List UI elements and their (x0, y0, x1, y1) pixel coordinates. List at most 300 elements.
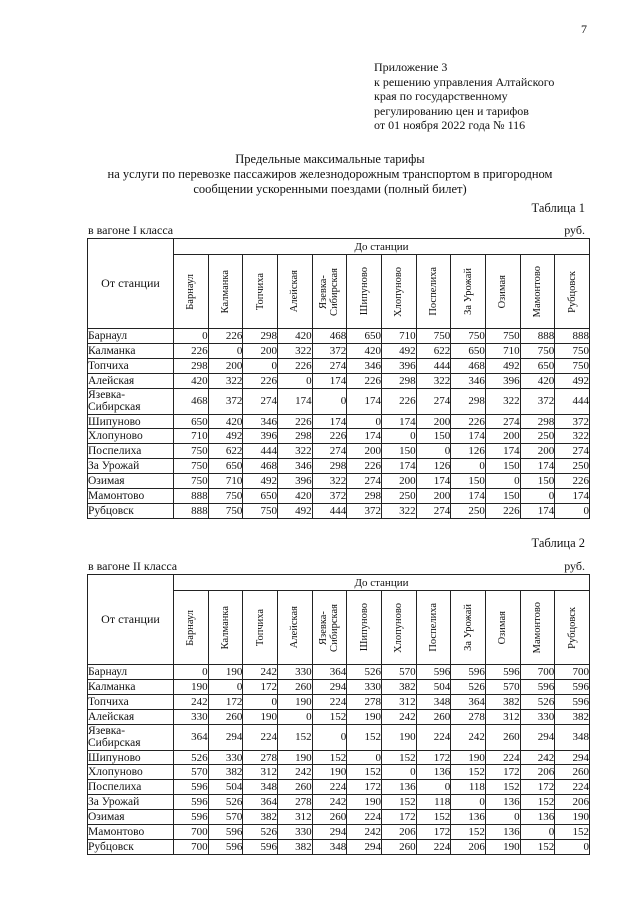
tariff-cell: 260 (312, 810, 347, 825)
row-station-label: Алейская (88, 709, 174, 724)
tariff-cell: 0 (312, 724, 347, 750)
page-number: 7 (581, 22, 587, 36)
tariff-cell: 322 (485, 388, 520, 414)
tariff-cell: 294 (555, 750, 590, 765)
annex-line: регулированию цен и тарифов (374, 103, 529, 118)
tariff-cell: 190 (555, 810, 590, 825)
station-column-label: Калманка (219, 269, 231, 314)
station-column-label: Барнаул (185, 273, 197, 310)
tariff-cell: 172 (381, 810, 416, 825)
tariff-cell: 152 (312, 750, 347, 765)
row-station-label: Калманка (88, 679, 174, 694)
tariff-cell: 250 (520, 429, 555, 444)
tariff-cell: 152 (416, 810, 451, 825)
from-station-header: От станции (88, 239, 174, 329)
tariff-cell: 190 (312, 765, 347, 780)
tariff-cell: 152 (555, 825, 590, 840)
tariff-cell: 468 (312, 329, 347, 344)
table-row (88, 780, 590, 795)
table-row (88, 839, 590, 854)
tariff-cell: 650 (347, 329, 382, 344)
station-column-header (520, 255, 555, 329)
tariff-cell: 152 (347, 724, 382, 750)
tariff-cell: 330 (208, 750, 243, 765)
tariff-cell: 260 (277, 780, 312, 795)
tariff-cell: 294 (347, 839, 382, 854)
tariff-cell: 382 (555, 709, 590, 724)
title-line: на услуги по перевозке пассажиров железнодорожным транспортом в пригородном (107, 167, 553, 181)
tariff-cell: 298 (243, 329, 278, 344)
row-station-label: За Урожай (88, 795, 174, 810)
tariff-cell: 0 (485, 810, 520, 825)
tariff-cell: 226 (555, 474, 590, 489)
tariff-cell: 224 (555, 780, 590, 795)
tariff-cell: 650 (451, 343, 486, 358)
station-column-header (416, 591, 451, 665)
station-column-header (381, 591, 416, 665)
tariff-cell: 226 (381, 388, 416, 414)
tariff-cell: 200 (416, 414, 451, 429)
station-column-label: Топчиха (254, 272, 266, 311)
tariff-cell: 0 (277, 373, 312, 388)
tariff-cell: 172 (347, 780, 382, 795)
table-row (88, 358, 590, 373)
header-row (88, 575, 590, 591)
tariff-cell: 468 (174, 388, 209, 414)
tariff-cell: 0 (381, 765, 416, 780)
tariff-cell: 260 (208, 709, 243, 724)
tariff-cell: 382 (208, 765, 243, 780)
tariff-cell: 250 (451, 503, 486, 518)
tariff-cell: 372 (347, 503, 382, 518)
station-column-label: Топчиха (254, 608, 266, 647)
tariff-cell: 172 (416, 825, 451, 840)
tariff-cell: 322 (381, 503, 416, 518)
tariff-cell: 190 (347, 795, 382, 810)
row-station-label: Озимая (88, 474, 174, 489)
station-column-header (485, 591, 520, 665)
tariff-cell: 260 (381, 839, 416, 854)
tariff-cell: 710 (174, 429, 209, 444)
table-row (88, 474, 590, 489)
tariff-cell: 322 (277, 444, 312, 459)
tariff-cell: 260 (485, 724, 520, 750)
table-row (88, 329, 590, 344)
station-column-label: Алейская (289, 606, 301, 649)
station-column-label: Рубцовск (566, 270, 578, 313)
row-station-label: Рубцовск (88, 503, 174, 518)
tariff-cell: 420 (520, 373, 555, 388)
tariff-cell: 526 (520, 694, 555, 709)
row-station-label: Поспелиха (88, 444, 174, 459)
tariff-cell: 596 (174, 780, 209, 795)
tariff-cell: 274 (416, 503, 451, 518)
tariff-cell: 278 (277, 795, 312, 810)
row-station-label: Барнаул (88, 665, 174, 680)
tariff-cell: 0 (451, 459, 486, 474)
tariff-cell: 260 (277, 679, 312, 694)
tariff-cell: 596 (451, 665, 486, 680)
tariff-cell: 0 (416, 444, 451, 459)
table-row (88, 750, 590, 765)
tariff-cell: 364 (243, 795, 278, 810)
tariff-cell: 312 (243, 765, 278, 780)
tariff-cell: 700 (174, 825, 209, 840)
tariff-cell: 330 (520, 709, 555, 724)
tariff-cell: 700 (520, 665, 555, 680)
tariff-cell: 174 (485, 444, 520, 459)
tariff-cell: 492 (555, 373, 590, 388)
tariff-cell: 710 (208, 474, 243, 489)
tariff-cell: 224 (347, 810, 382, 825)
tariff-cell: 888 (174, 489, 209, 504)
tariff-cell: 226 (243, 373, 278, 388)
tariff-cell: 190 (485, 839, 520, 854)
tariff-cell: 200 (243, 343, 278, 358)
table-row (88, 825, 590, 840)
tariff-cell: 152 (277, 724, 312, 750)
row-station-label: Барнаул (88, 329, 174, 344)
station-column-label: Хлопуново (393, 602, 405, 653)
tariff-cell: 226 (451, 414, 486, 429)
tariff-cell: 150 (381, 444, 416, 459)
tariff-cell: 750 (208, 489, 243, 504)
tariff-cell: 750 (174, 444, 209, 459)
tariff-cell: 250 (555, 459, 590, 474)
tariff-table-second-class (87, 574, 590, 855)
tariff-cell: 596 (208, 839, 243, 854)
tariff-cell: 596 (520, 679, 555, 694)
tariff-cell: 330 (277, 825, 312, 840)
tariff-cell: 396 (243, 429, 278, 444)
table-row (88, 444, 590, 459)
tariff-cell: 0 (243, 694, 278, 709)
tariff-cell: 298 (381, 373, 416, 388)
tariff-cell: 150 (520, 474, 555, 489)
class-label: в вагоне I класса (88, 223, 174, 237)
station-column-label: Язевка- Сибирская (318, 267, 341, 316)
tariff-cell: 348 (416, 694, 451, 709)
tariff-cell: 206 (520, 765, 555, 780)
station-column-header (520, 591, 555, 665)
tariff-cell: 750 (555, 343, 590, 358)
tariff-cell: 750 (174, 459, 209, 474)
tariff-cell: 372 (208, 388, 243, 414)
tariff-cell: 174 (520, 459, 555, 474)
tariff-cell: 294 (312, 679, 347, 694)
tariff-cell: 372 (520, 388, 555, 414)
tariff-cell: 750 (208, 503, 243, 518)
tariff-cell: 172 (243, 679, 278, 694)
tariff-cell: 174 (520, 503, 555, 518)
tariff-cell: 224 (312, 780, 347, 795)
tariff-cell: 0 (381, 429, 416, 444)
station-column-label: Рубцовск (566, 606, 578, 649)
tariff-cell: 152 (451, 765, 486, 780)
station-column-header (555, 591, 590, 665)
tariff-cell: 190 (174, 679, 209, 694)
tariff-cell: 346 (347, 358, 382, 373)
tariff-cell: 596 (243, 839, 278, 854)
tariff-cell: 136 (416, 765, 451, 780)
tariff-cell: 596 (174, 810, 209, 825)
table-row (88, 429, 590, 444)
tariff-cell: 152 (485, 780, 520, 795)
tariff-cell: 526 (243, 825, 278, 840)
table-row (88, 414, 590, 429)
tariff-cell: 190 (277, 750, 312, 765)
station-column-label: Озимая (497, 274, 509, 309)
tariff-cell: 0 (555, 839, 590, 854)
tariff-cell: 200 (416, 489, 451, 504)
tariff-cell: 172 (520, 780, 555, 795)
tariff-cell: 570 (174, 765, 209, 780)
tariff-cell: 174 (312, 414, 347, 429)
annex-line: от 01 ноября 2022 года № 116 (374, 118, 526, 133)
row-station-label: Поспелиха (88, 780, 174, 795)
table-row (88, 765, 590, 780)
tariff-cell: 136 (520, 810, 555, 825)
station-column-label: Поспелиха (427, 267, 439, 316)
tariff-cell: 322 (277, 343, 312, 358)
tariff-cell: 888 (555, 329, 590, 344)
tariff-cell: 420 (347, 343, 382, 358)
tariff-cell: 596 (555, 694, 590, 709)
station-column-header (451, 591, 486, 665)
tariff-cell: 150 (485, 489, 520, 504)
tariff-cell: 596 (416, 665, 451, 680)
to-station-header: До станции (174, 575, 590, 591)
tariff-cell: 224 (416, 839, 451, 854)
tariff-cell: 298 (347, 489, 382, 504)
tariff-cell: 596 (485, 665, 520, 680)
table-row (88, 489, 590, 504)
unit-label: руб. (564, 223, 585, 237)
title-line: Предельные максимальные тарифы (235, 152, 425, 166)
station-column-label: Поспелиха (427, 603, 439, 652)
tariff-cell: 190 (381, 724, 416, 750)
tariff-cell: 330 (347, 679, 382, 694)
tariff-cell: 348 (555, 724, 590, 750)
to-station-header: До станции (174, 239, 590, 255)
tariff-cell: 152 (312, 709, 347, 724)
tariff-cell: 622 (416, 343, 451, 358)
tariff-cell: 322 (312, 474, 347, 489)
tariff-cell: 622 (208, 444, 243, 459)
tariff-cell: 152 (451, 825, 486, 840)
tariff-cell: 312 (485, 709, 520, 724)
tariff-cell: 224 (485, 750, 520, 765)
tariff-cell: 322 (555, 429, 590, 444)
tariff-cell: 174 (347, 429, 382, 444)
tariff-cell: 492 (381, 343, 416, 358)
tariff-cell: 526 (347, 665, 382, 680)
tariff-cell: 174 (555, 489, 590, 504)
tariff-cell: 504 (208, 780, 243, 795)
station-column-label: Калманка (219, 605, 231, 650)
tariff-cell: 152 (381, 750, 416, 765)
tariff-cell: 224 (243, 724, 278, 750)
tariff-cell: 420 (174, 373, 209, 388)
tariff-cell: 888 (174, 503, 209, 518)
tariff-cell: 372 (312, 489, 347, 504)
station-column-label: Шипуново (358, 267, 370, 316)
tariff-cell: 504 (416, 679, 451, 694)
table-row (88, 724, 590, 750)
tariff-cell: 206 (555, 795, 590, 810)
tariff-cell: 364 (312, 665, 347, 680)
tariff-cell: 172 (416, 750, 451, 765)
tariff-cell: 274 (485, 414, 520, 429)
tariff-cell: 322 (208, 373, 243, 388)
tariff-cell: 710 (381, 329, 416, 344)
tariff-cell: 150 (485, 459, 520, 474)
tariff-cell: 700 (555, 665, 590, 680)
tariff-cell: 242 (520, 750, 555, 765)
table-row (88, 459, 590, 474)
tariff-cell: 650 (243, 489, 278, 504)
tariff-cell: 152 (381, 795, 416, 810)
station-column-header (277, 591, 312, 665)
tariff-cell: 190 (208, 665, 243, 680)
tariff-cell: 570 (208, 810, 243, 825)
tariff-cell: 888 (520, 329, 555, 344)
row-station-label: За Урожай (88, 459, 174, 474)
row-station-label: Хлопуново (88, 765, 174, 780)
station-column-header (243, 591, 278, 665)
tariff-cell: 206 (381, 825, 416, 840)
station-column-label: Язевка- Сибирская (318, 603, 341, 652)
tariff-cell: 312 (277, 810, 312, 825)
tariff-cell: 330 (174, 709, 209, 724)
tariff-cell: 226 (277, 358, 312, 373)
tariff-cell: 118 (451, 780, 486, 795)
tariff-cell: 700 (174, 839, 209, 854)
tariff-cell: 150 (451, 474, 486, 489)
row-station-label: Мамонтово (88, 825, 174, 840)
tariff-cell: 274 (312, 358, 347, 373)
tariff-cell: 312 (381, 694, 416, 709)
tariff-cell: 650 (208, 459, 243, 474)
tariff-cell: 0 (174, 665, 209, 680)
tariff-cell: 330 (277, 665, 312, 680)
tariff-cell: 200 (485, 429, 520, 444)
tariff-cell: 0 (208, 343, 243, 358)
tariff-cell: 200 (520, 444, 555, 459)
row-station-label: Язевка- Сибирская (88, 724, 174, 750)
tariff-cell: 0 (208, 679, 243, 694)
station-column-label: Барнаул (185, 609, 197, 646)
tariff-cell: 364 (174, 724, 209, 750)
table-row (88, 810, 590, 825)
tariff-cell: 298 (520, 414, 555, 429)
tariff-cell: 260 (416, 709, 451, 724)
tariff-cell: 242 (243, 665, 278, 680)
tariff-cell: 346 (451, 373, 486, 388)
tariff-cell: 242 (347, 825, 382, 840)
tariff-cell: 226 (277, 414, 312, 429)
station-column-label: За Урожай (462, 604, 474, 651)
tariff-cell: 226 (312, 429, 347, 444)
tariff-cell: 750 (555, 358, 590, 373)
station-column-header (277, 255, 312, 329)
station-column-header (381, 255, 416, 329)
tariff-cell: 0 (243, 358, 278, 373)
station-column-label: Шипуново (358, 603, 370, 652)
tariff-cell: 190 (347, 709, 382, 724)
tariff-cell: 278 (243, 750, 278, 765)
tariff-cell: 152 (520, 795, 555, 810)
tariff-cell: 420 (277, 329, 312, 344)
header-row (88, 239, 590, 255)
tariff-cell: 242 (381, 709, 416, 724)
station-column-label: Алейская (289, 270, 301, 313)
station-column-label: За Урожай (462, 268, 474, 315)
tariff-cell: 126 (416, 459, 451, 474)
station-column-label: Мамонтово (531, 601, 543, 654)
tariff-cell: 274 (243, 388, 278, 414)
tariff-cell: 396 (277, 474, 312, 489)
station-column-label: Озимая (497, 610, 509, 645)
tariff-cell: 298 (174, 358, 209, 373)
tariff-cell: 750 (174, 474, 209, 489)
tariff-cell: 382 (277, 839, 312, 854)
tariff-cell: 444 (312, 503, 347, 518)
tariff-cell: 420 (208, 414, 243, 429)
tariff-cell: 570 (485, 679, 520, 694)
tariff-cell: 0 (485, 474, 520, 489)
tariff-cell: 346 (277, 459, 312, 474)
tariff-cell: 348 (243, 780, 278, 795)
tariff-table-first-class (87, 238, 590, 519)
row-station-label: Озимая (88, 810, 174, 825)
station-column-header (174, 591, 209, 665)
tariff-cell: 136 (381, 780, 416, 795)
tariff-cell: 294 (208, 724, 243, 750)
tariff-cell: 348 (312, 839, 347, 854)
tariff-cell: 468 (451, 358, 486, 373)
tariff-cell: 298 (451, 388, 486, 414)
tariff-cell: 492 (243, 474, 278, 489)
tariff-cell: 710 (485, 343, 520, 358)
tariff-cell: 298 (277, 429, 312, 444)
tariff-cell: 226 (347, 459, 382, 474)
station-column-header (174, 255, 209, 329)
tariff-cell: 468 (243, 459, 278, 474)
tariff-cell: 364 (451, 694, 486, 709)
tariff-cell: 136 (451, 810, 486, 825)
tariff-cell: 174 (312, 373, 347, 388)
tariff-cell: 492 (208, 429, 243, 444)
row-station-label: Калманка (88, 343, 174, 358)
tariff-cell: 596 (174, 795, 209, 810)
station-column-header (208, 591, 243, 665)
tariff-cell: 526 (208, 795, 243, 810)
annex-line: края по государственному (374, 89, 508, 104)
tariff-cell: 294 (312, 825, 347, 840)
tariff-cell: 382 (381, 679, 416, 694)
tariff-cell: 250 (381, 489, 416, 504)
tariff-cell: 526 (451, 679, 486, 694)
tariff-cell: 172 (208, 694, 243, 709)
document-title (60, 152, 600, 197)
tariff-cell: 298 (312, 459, 347, 474)
tariff-cell: 126 (451, 444, 486, 459)
station-column-label: Мамонтово (531, 265, 543, 318)
tariff-cell: 206 (451, 839, 486, 854)
tariff-cell: 190 (243, 709, 278, 724)
tariff-cell: 174 (451, 489, 486, 504)
